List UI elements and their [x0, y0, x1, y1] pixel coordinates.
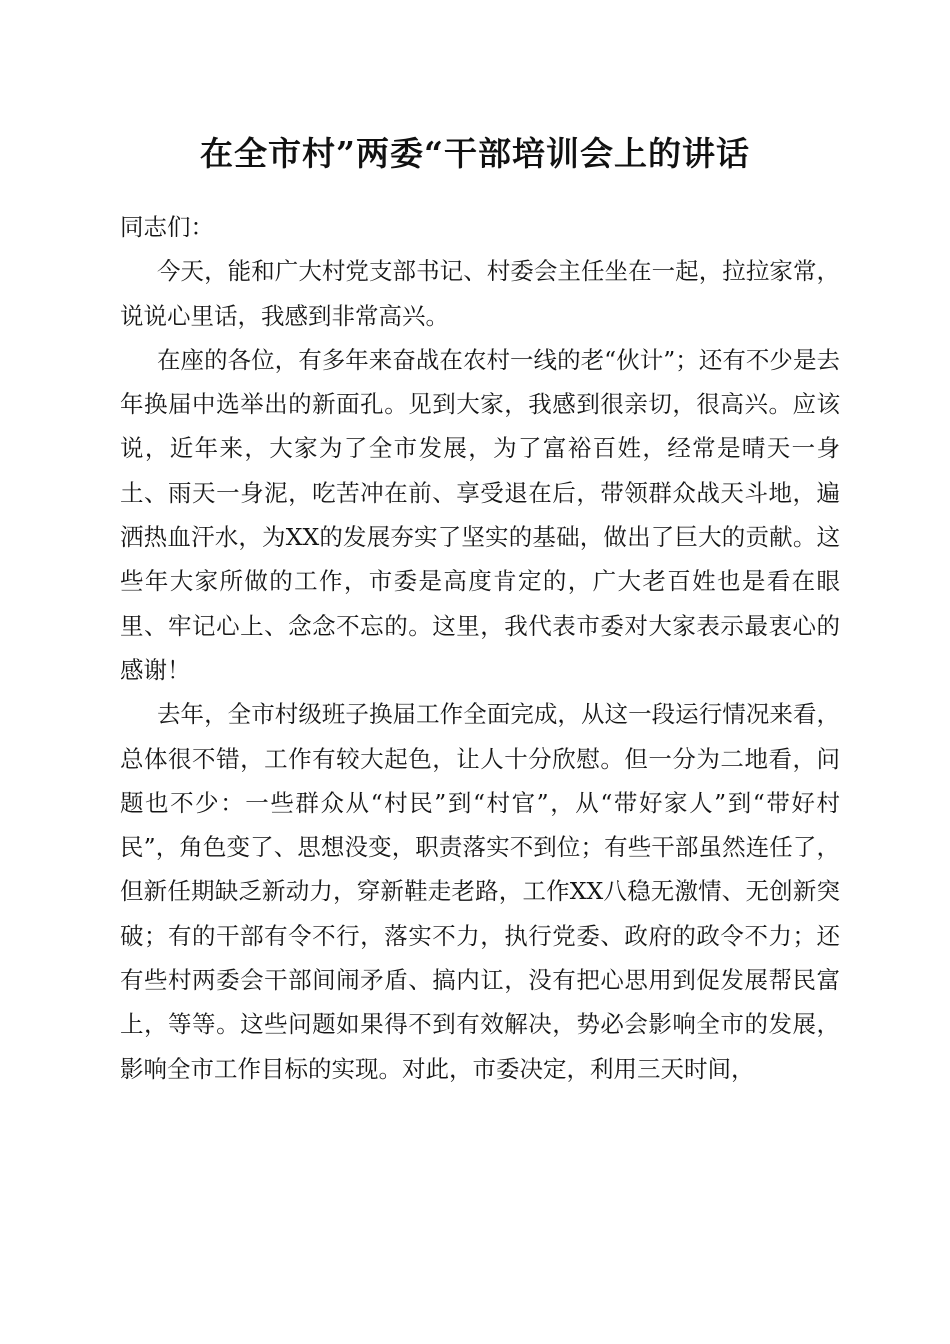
salutation: 同志们： — [120, 213, 214, 241]
paragraph-2: 在座的各位，有多年来奋战在农村一线的老“伙计”；还有不少是去年换届中选举出的新面孔。见到大家，我感到很亲切，很高兴。应该说，近年来，大家为了全市发展，为了富裕百姓，经常是晴天一身土、雨天一身泥，吃苦冲在前、享受退在后，带领群众战天斗地，遍洒热血汗水，为XX的发展夯实了坚实的基础，做出了巨大的贡献。这些年大家所做的工作，市委是高度肯定的，广大老百姓也是看在眼里、牢记心上、念念不忘的。这里，我代表市委对大家表示最衷心的感谢！ — [120, 345, 840, 684]
paragraph-3: 去年，全市村级班子换届工作全面完成，从这一段运行情况来看，总体很不错，工作有较大起色，让人十分欣慰。但一分为二地看，问题也不少：一些群众从“村民”到“村官”，从“带好家人”到“带好村民”，角色变了、思想没变，职责落实不到位；有些干部虽然连任了，但新任期缺乏新动力，穿新鞋走老路，工作XX八稳无激情、无创新突破；有的干部有令不行，落实不力，执行党委、政府的政令不力；还有些村两委会干部间闹矛盾、搞内讧，没有把心思用到促发展帮民富上，等等。这些问题如果得不到有效解决，势必会影响全市的发展，影响全市工作目标的实现。对此，市委决定，利用三天时间， — [120, 700, 840, 1083]
document-body — [120, 205, 840, 1091]
document-title: 在全市村”两委“干部培训会上的讲话 — [200, 134, 750, 173]
paragraph-1: 今天，能和广大村党支部书记、村委会主任坐在一起，拉拉家常，说说心里话，我感到非常高兴。 — [120, 257, 840, 330]
